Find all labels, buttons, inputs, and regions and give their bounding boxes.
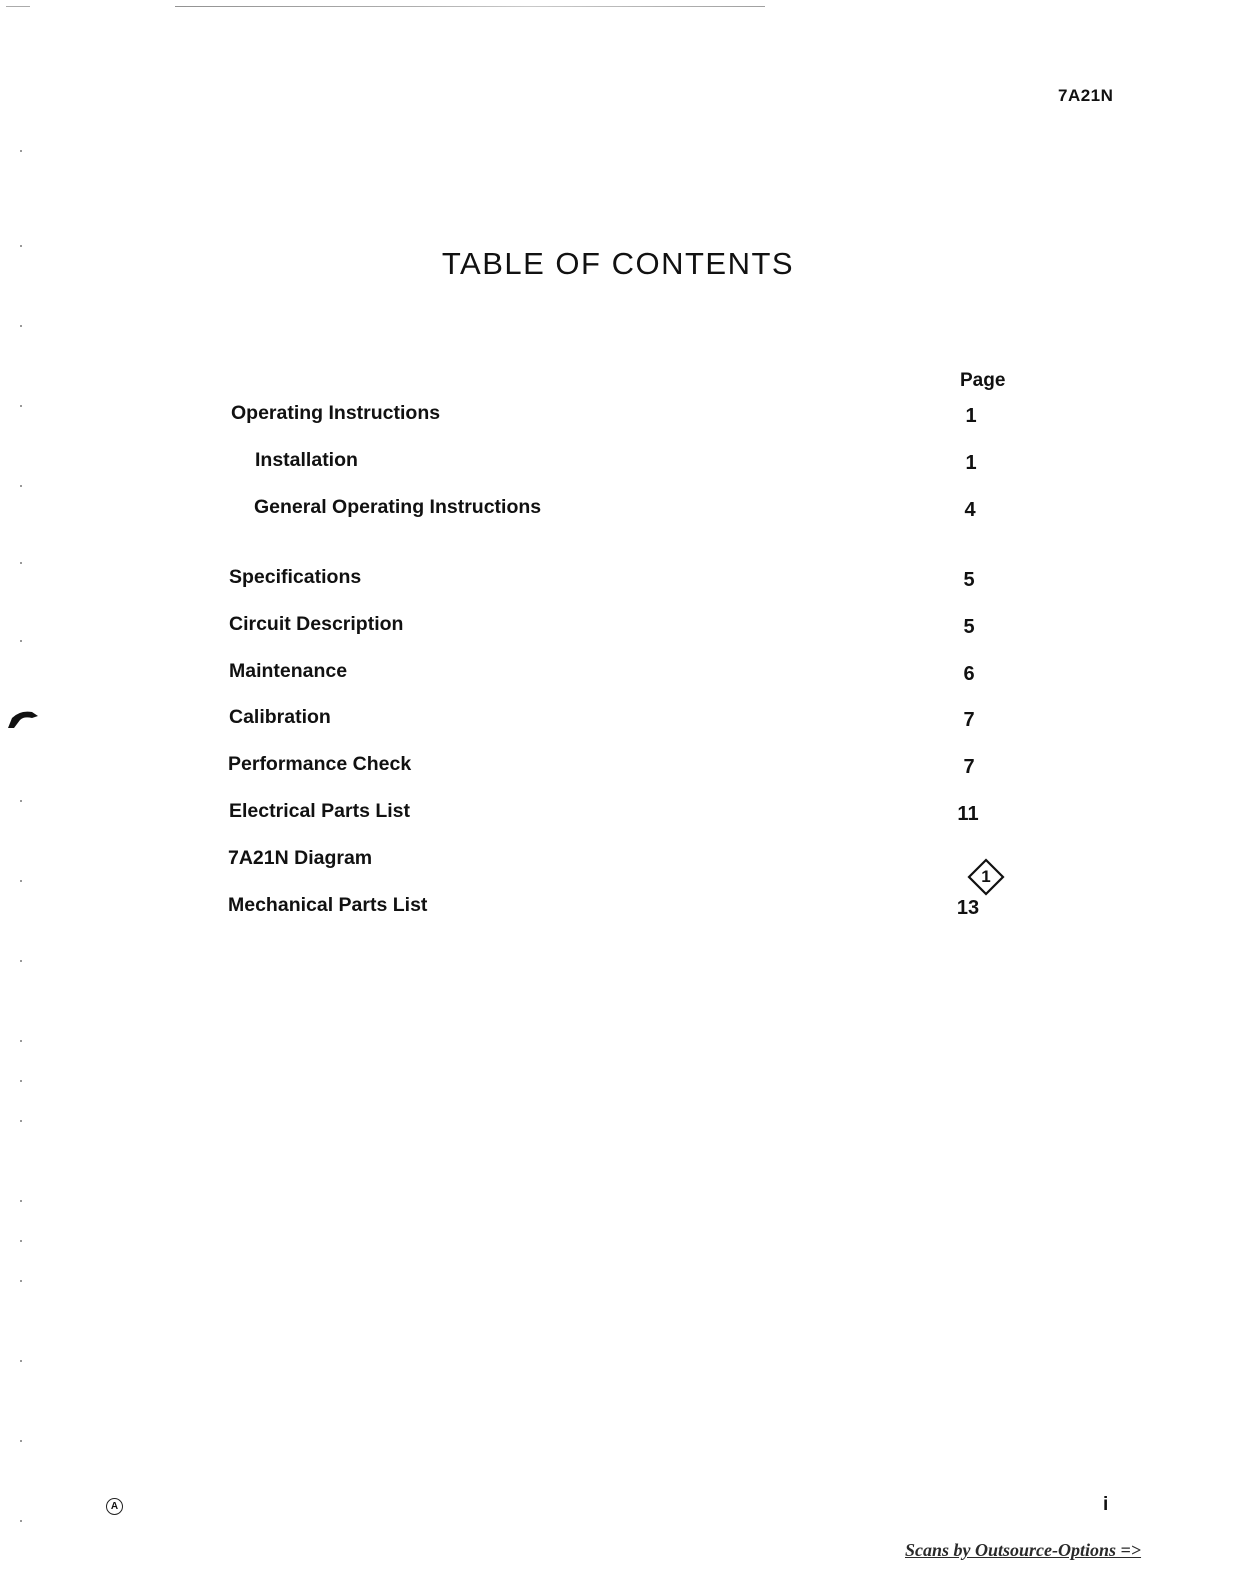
toc-entry-electrical-parts-list: Electrical Parts List	[229, 800, 411, 822]
toc-entry-specifications: Specifications	[229, 566, 362, 588]
toc-entry-calibration: Calibration	[229, 706, 331, 728]
toc-page-number: 6	[963, 663, 975, 685]
toc-page-number: 11	[957, 803, 979, 825]
toc-page-number: 1	[965, 405, 977, 427]
ink-smudge	[6, 708, 40, 730]
model-number: 7A21N	[1058, 86, 1114, 105]
toc-entry-maintenance: Maintenance	[229, 660, 348, 682]
toc-page-number: 7	[963, 709, 975, 731]
scan-credit-link[interactable]: Scans by Outsource-Options =>	[905, 1540, 1142, 1560]
toc-entry-performance-check: Performance Check	[228, 753, 412, 775]
publisher-mark: A	[106, 1498, 123, 1515]
page-number: i	[1103, 1494, 1109, 1515]
page-title: TABLE OF CONTENTS	[441, 246, 795, 281]
scan-artifact-line	[175, 6, 765, 7]
toc-entry-7a21n-diagram: 7A21N Diagram	[228, 847, 373, 869]
diagram-number: 1	[981, 867, 991, 886]
toc-page-number: 5	[963, 616, 975, 638]
toc-page-number: 5	[963, 569, 975, 591]
toc-entry-general-operating-instructions: General Operating Instructions	[254, 496, 542, 518]
scan-artifact-line	[6, 6, 30, 7]
toc-entry-installation: Installation	[255, 449, 358, 471]
toc-page-number: 4	[964, 499, 976, 521]
toc-page-number: 7	[963, 756, 975, 778]
page-column-header: Page	[960, 370, 1006, 391]
toc-page-number: 1	[965, 452, 977, 474]
toc-entry-circuit-description: Circuit Description	[229, 613, 404, 635]
diagram-number-diamond	[966, 857, 1006, 897]
toc-page-number: 13	[956, 897, 980, 919]
toc-entry-operating-instructions: Operating Instructions	[231, 402, 441, 424]
toc-entry-mechanical-parts-list: Mechanical Parts List	[228, 894, 428, 916]
